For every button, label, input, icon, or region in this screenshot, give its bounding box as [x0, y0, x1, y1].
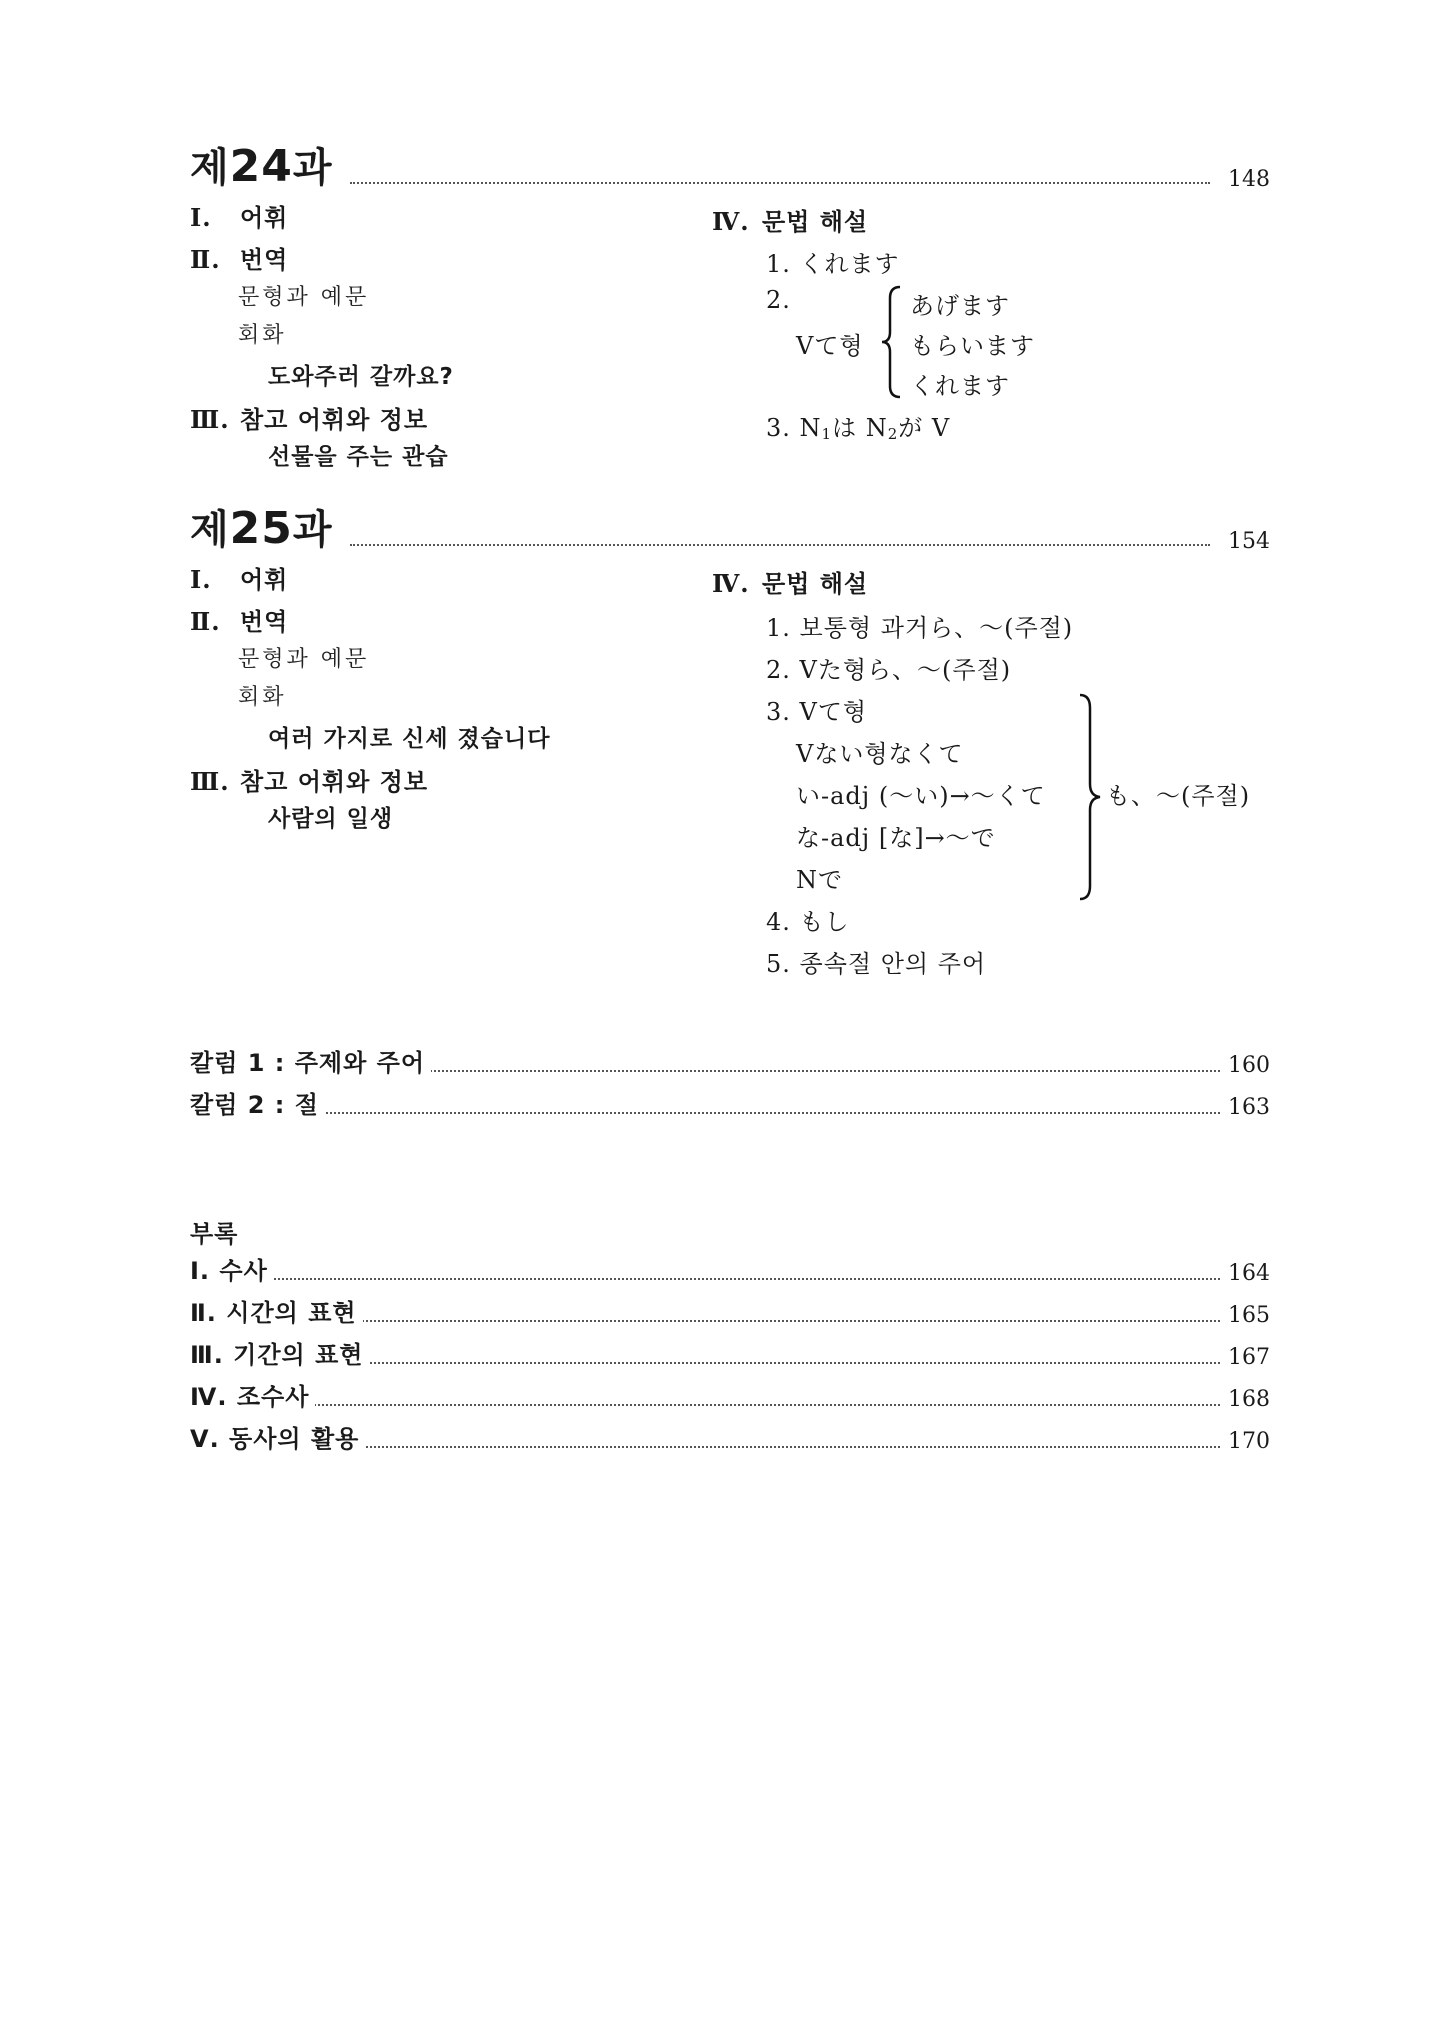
lesson-25-grammar-3-line-4: な-adj [な]→〜で [796, 824, 996, 852]
leader-dots [190, 1404, 1220, 1406]
lesson-24-grammar-2-option-2: もらいます [910, 332, 1035, 360]
lesson-24-section-reference[interactable]: Ⅲ. 참고 어휘와 정보 [190, 405, 428, 434]
lesson-24-sentence-patterns[interactable]: 문형과 예문 [238, 285, 370, 310]
leader-dots [350, 544, 1210, 546]
appendix-heading: 부록 [190, 1220, 239, 1248]
appendix-item-counters[interactable] [190, 1380, 1270, 1414]
appendix-item-label: Ⅲ. 기간의 표현 [190, 1338, 369, 1372]
lesson-24-page-number: 148 [1228, 167, 1270, 192]
lesson-24-info-title[interactable]: 선물을 주는 관습 [268, 444, 449, 470]
lesson-25-section-vocabulary[interactable]: Ⅰ. 어휘 [190, 565, 289, 594]
lesson-24-header[interactable] [190, 140, 1270, 196]
leader-dots [190, 1112, 1220, 1114]
lesson-25-grammar-3-line-3: い-adj (〜い)→〜くて [796, 782, 1046, 810]
column-1-label: 칼럼 1 : 주제와 주어 [190, 1046, 431, 1080]
column-2-label: 칼럼 2 : 절 [190, 1088, 325, 1122]
lesson-25-page-number: 154 [1228, 529, 1270, 554]
lesson-25-grammar-3-line-1: 3. Vて형 [766, 698, 868, 726]
lesson-24-title: 제24과 [190, 141, 333, 192]
appendix-item-page-number: 165 [1222, 1303, 1270, 1328]
lesson-24-grammar-2-option-3: くれます [910, 372, 1010, 400]
lesson-25-grammar-2: 2. Vた형ら、〜(주절) [766, 656, 1012, 684]
lesson-24-section-grammar[interactable]: Ⅳ. 문법 해설 [712, 207, 869, 236]
appendix-item-period-expressions[interactable] [190, 1338, 1270, 1372]
lesson-24-section-vocabulary[interactable]: Ⅰ. 어휘 [190, 203, 289, 232]
appendix-item-label: Ⅱ. 시간의 표현 [190, 1296, 363, 1330]
lesson-25-conversation[interactable]: 회화 [238, 685, 287, 710]
appendix-item-page-number: 168 [1222, 1387, 1270, 1412]
appendix-item-time-expressions[interactable] [190, 1296, 1270, 1330]
column-2-page-number: 163 [1222, 1095, 1270, 1120]
lesson-25-info-title[interactable]: 사람의 일생 [268, 806, 394, 832]
left-brace-icon [880, 284, 904, 400]
appendix-item-label: Ⅰ. 수사 [190, 1254, 274, 1288]
lesson-24-grammar-1: 1. くれます [766, 250, 900, 278]
appendix-item-page-number: 167 [1222, 1345, 1270, 1370]
lesson-25-grammar-3-line-5: Nで [796, 866, 843, 894]
lesson-25-sentence-patterns[interactable]: 문형과 예문 [238, 647, 370, 672]
lesson-25-grammar-5: 5. 종속절 안의 주어 [766, 950, 987, 978]
lesson-24-section-translation[interactable]: Ⅱ. 번역 [190, 245, 289, 274]
appendix-item-page-number: 164 [1222, 1261, 1270, 1286]
lesson-25-grammar-3-result: も、〜(주절) [1106, 782, 1251, 810]
appendix-item-label: Ⅳ. 조수사 [190, 1380, 315, 1414]
column-2-entry[interactable] [190, 1088, 1270, 1122]
lesson-25-section-grammar[interactable]: Ⅳ. 문법 해설 [712, 569, 869, 598]
lesson-24-grammar-2-number: 2. [766, 286, 791, 314]
lesson-25-conversation-title[interactable]: 여러 가지로 신세 졌습니다 [268, 726, 551, 752]
lesson-25-grammar-1: 1. 보통형 과거ら、〜(주절) [766, 614, 1074, 642]
appendix-item-numerals[interactable] [190, 1254, 1270, 1288]
lesson-24-grammar-3: 3. $N_1$は $N_2$が V [766, 414, 951, 443]
column-1-entry[interactable] [190, 1046, 1270, 1080]
right-brace-icon [1076, 692, 1104, 902]
leader-dots [190, 1278, 1220, 1280]
appendix-item-verb-conjugation[interactable] [190, 1422, 1270, 1456]
lesson-25-header[interactable] [190, 502, 1270, 558]
lesson-25-grammar-3-line-2: Vない형なくて [796, 740, 964, 768]
lesson-24-grammar-2-option-1: あげます [910, 292, 1010, 320]
lesson-25-section-translation[interactable]: Ⅱ. 번역 [190, 607, 289, 636]
appendix-item-page-number: 170 [1222, 1429, 1270, 1454]
leader-dots [350, 182, 1210, 184]
appendix-item-label: Ⅴ. 동사의 활용 [190, 1422, 365, 1456]
lesson-25-section-reference[interactable]: Ⅲ. 참고 어휘와 정보 [190, 767, 428, 796]
lesson-25-grammar-4: 4. もし [766, 908, 850, 936]
lesson-25-title: 제25과 [190, 503, 333, 554]
column-1-page-number: 160 [1222, 1053, 1270, 1078]
lesson-24-grammar-2-form: Vて형 [796, 332, 864, 360]
lesson-24-conversation-title[interactable]: 도와주러 갈까요? [268, 364, 454, 390]
lesson-24-conversation[interactable]: 회화 [238, 323, 287, 348]
